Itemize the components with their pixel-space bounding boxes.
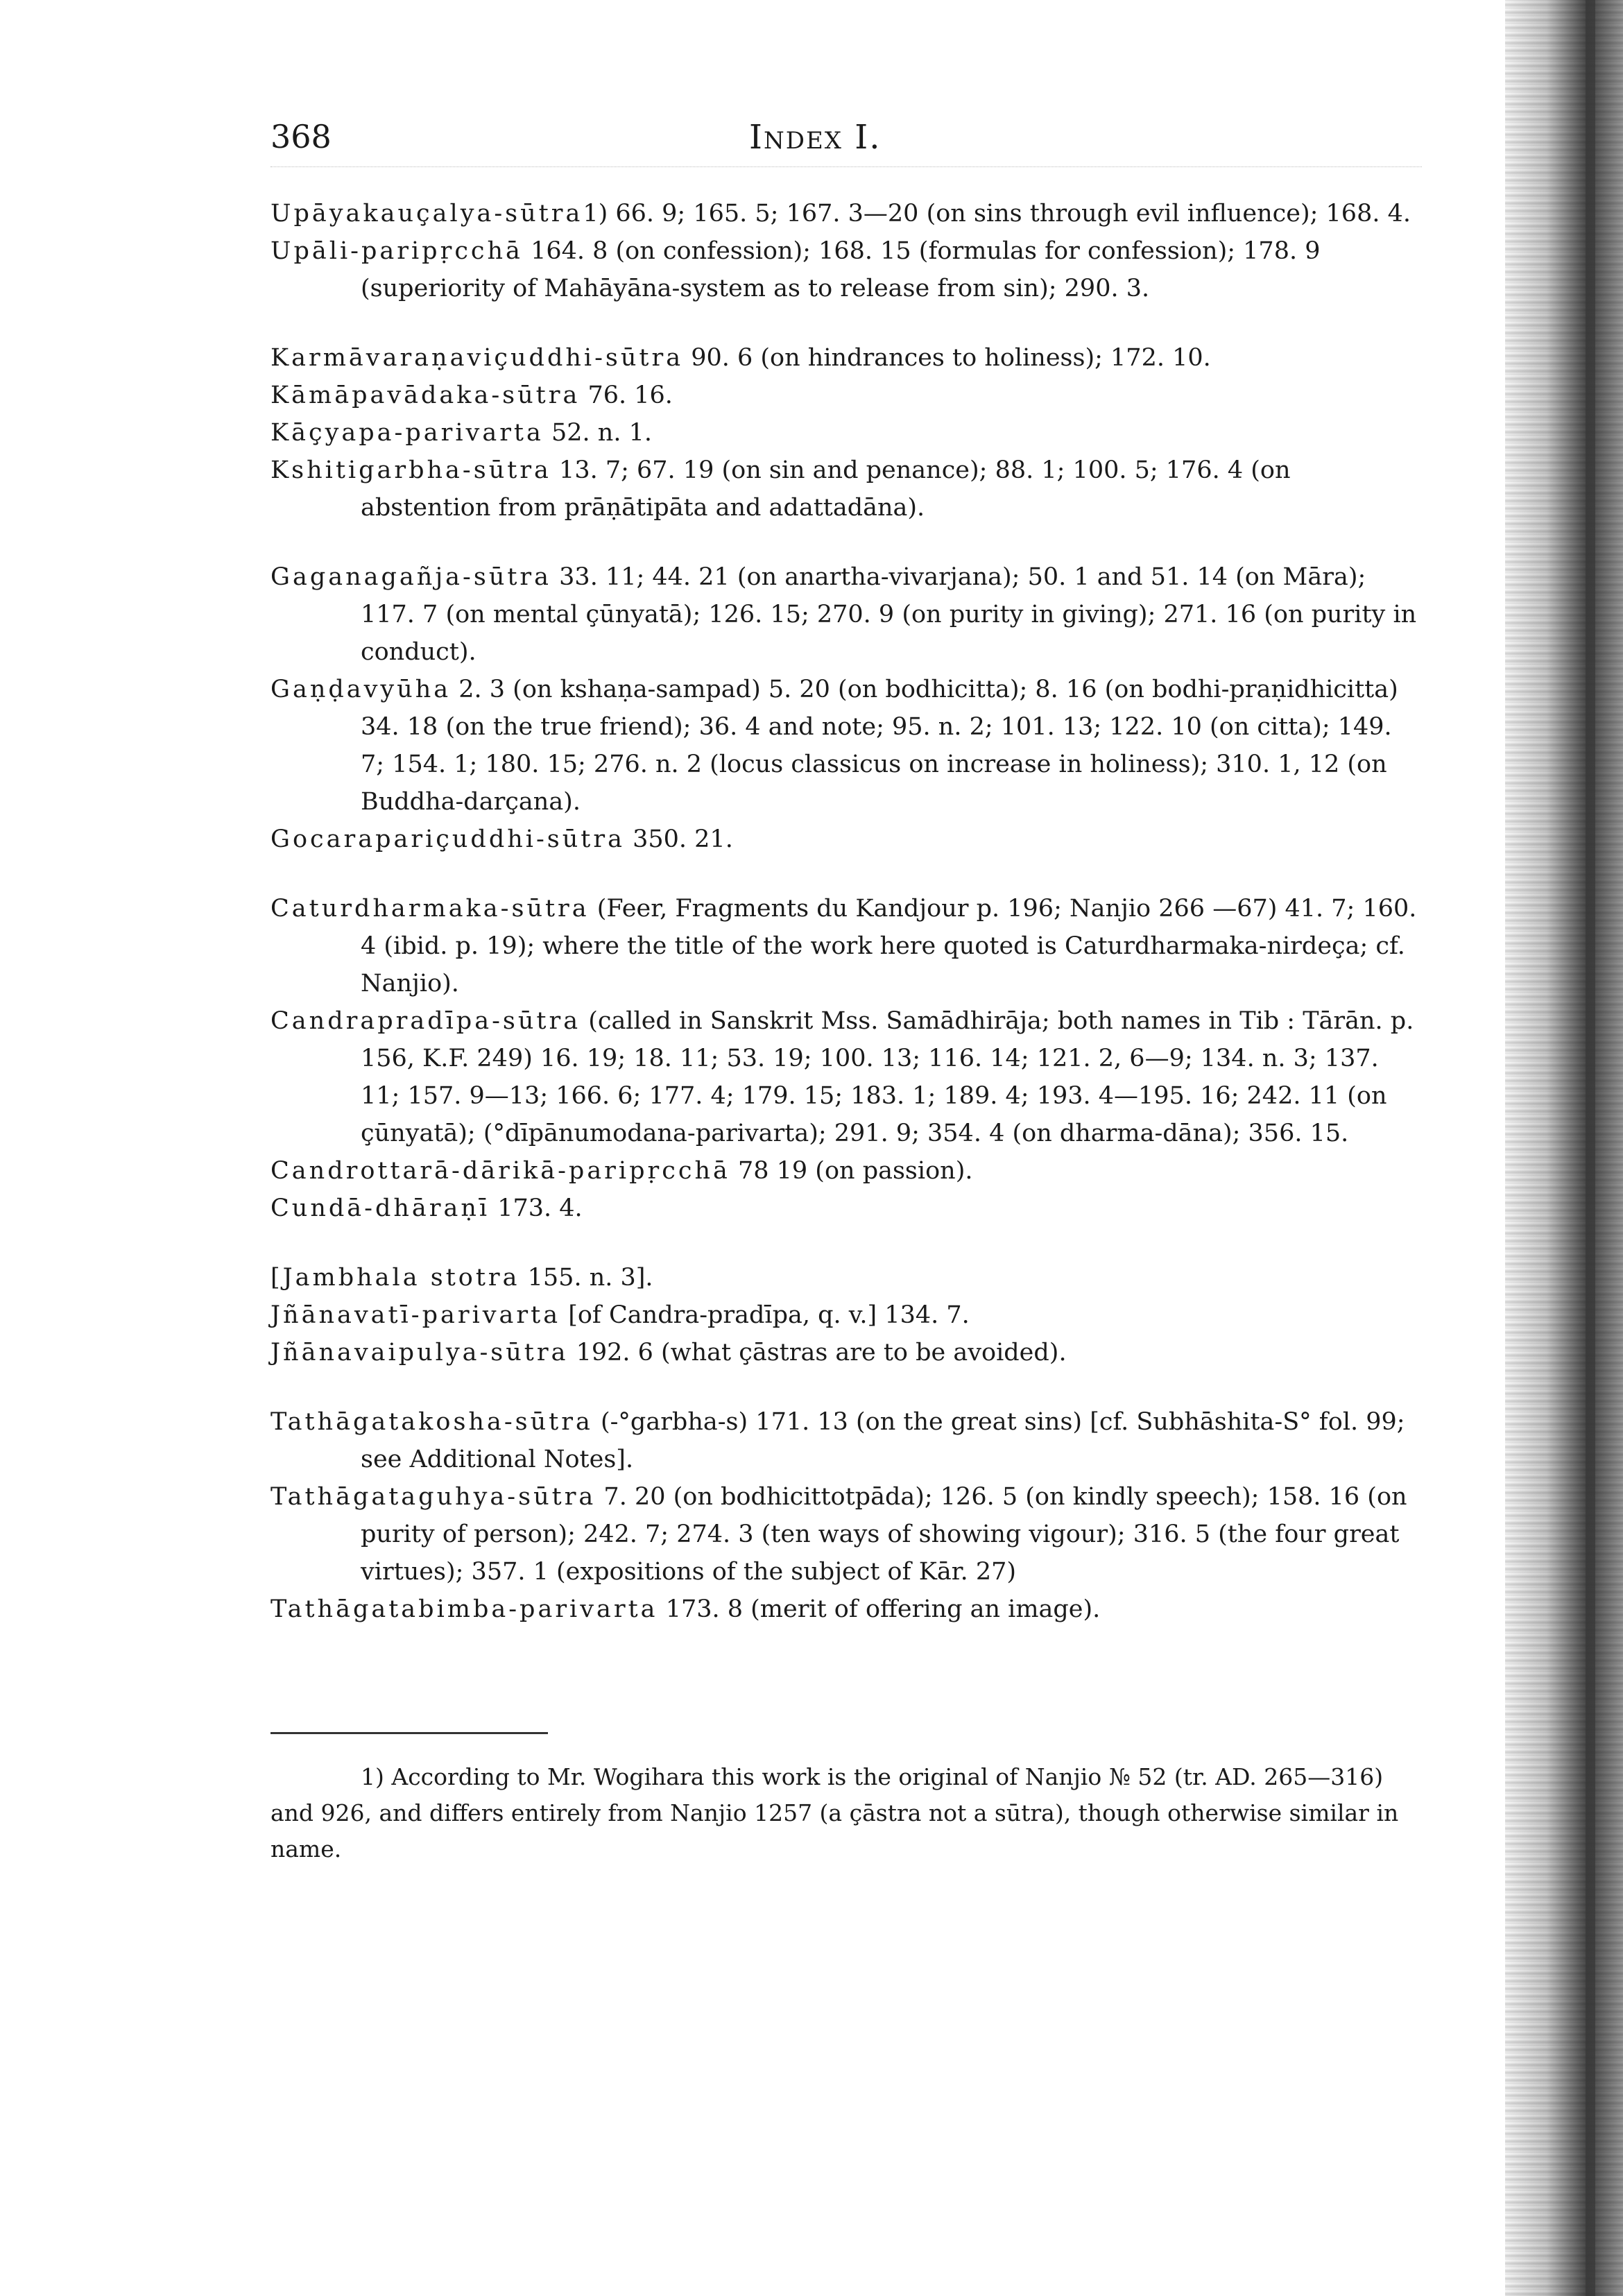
entry-title: Upāli-paripṛcchā [270, 237, 523, 265]
index-entry [270, 821, 1422, 858]
entry-title: Tathāgatabimba-parivarta [270, 1595, 658, 1623]
page-number: 368 [270, 118, 332, 155]
index-entry [270, 1190, 1422, 1227]
index-group-t [270, 1403, 1422, 1628]
index-entry [270, 890, 1422, 1002]
index-entry [270, 232, 1422, 307]
entry-text: (Feer, Fragments du Kandjour p. 196; Nanjio 266 —67) 41. 7; 160. 4 (ibid. p. 19); where the title of the work here quoted is Caturdharmaka-nirdeça; cf. Nanjio). [361, 895, 1417, 997]
entry-text: (-°garbha-s) 171. 13 (on the great sins) [cf. Subhāshita-S° fol. 99; see Additional Notes]. [361, 1408, 1405, 1473]
index-entry [270, 1334, 1422, 1371]
index-entry [270, 339, 1422, 377]
entry-title: Kāmāpavādaka-sūtra [270, 382, 581, 409]
entry-title: Jñānavatī-parivarta [270, 1301, 561, 1329]
entry-text: 173. 4. [490, 1194, 583, 1222]
index-entry [270, 1296, 1422, 1334]
index-group-g [270, 558, 1422, 858]
entry-text: 164. 8 (on confession); 168. 15 (formulas for confession); 178. 9 (superiority of Mahāyāna-system as to release from sin); 290. 3. [361, 237, 1321, 302]
index-group-u [270, 195, 1422, 307]
entry-text: 155. n. 3]. [519, 1264, 653, 1292]
entry-text: 350. 21. [624, 825, 733, 853]
index-entry [270, 1259, 1422, 1296]
entry-text: 52. n. 1. [543, 419, 652, 447]
index-entry [270, 377, 1422, 414]
entry-text: 78 19 (on passion). [730, 1157, 973, 1185]
entry-title: Tathāgataguhya-sūtra [270, 1483, 596, 1511]
entry-text: 7. 20 (on bodhicittotpāda); 126. 5 (on kindly speech); 158. 16 (on purity of person); 242. 7; 274. 3 (ten ways of showing vigour); 316. 5 (the four great virtues); 357. 1 (expositions of the subject of Kār. 27) [361, 1483, 1407, 1586]
footnote-divider [270, 1732, 548, 1734]
index-entry [270, 558, 1422, 671]
entry-title: Caturdharmaka-sūtra [270, 895, 590, 923]
index-entry [270, 1478, 1422, 1591]
entry-title: Gaganagañja-sūtra [270, 563, 552, 591]
entry-title: Jñānavaipulya-sūtra [270, 1339, 569, 1367]
index-entry [270, 414, 1422, 452]
footnote: 1) According to Mr. Wogihara this work is the original of Nanjio № 52 (tr. AD. 265—316) and 926, and differs entirely from Nanjio 1257 (a çāstra not a sūtra), though otherwise similar in name. [270, 1763, 1399, 1862]
entry-title: Candrottarā-dārikā-paripṛcchā [270, 1157, 730, 1185]
entry-title: Kāçyapa-parivarta [270, 419, 544, 447]
entry-text: 76. 16. [580, 382, 673, 409]
running-title: Index I. [749, 118, 882, 157]
entry-text: 2. 3 (on kshaṇa-sampad) 5. 20 (on bodhicitta); 8. 16 (on bodhi-praṇidhicitta) 34. 18 (on the true friend); 36. 4 and note; 95. n. 2; 101. 13; 122. 10 (on citta); 149. 7; 154. 1; 180. 15; 276. n. 2 (locus classicus on increase in holiness); 310. 1, 12 (on Buddha-darçana). [361, 676, 1398, 816]
entry-title: Upāyakauçalya-sūtra [270, 200, 583, 228]
entry-text: 90. 6 (on hindrances to holiness); 172. 10. [683, 344, 1211, 372]
entry-title: Gocarapariçuddhi-sūtra [270, 825, 625, 853]
entry-text: (called in Sanskrit Mss. Samādhirāja; both names in Tib : Tārān. p. 156, K.F. 249) 16. 19; 18. 11; 53. 19; 100. 13; 116. 14; 121. 2, 6—9; 134. n. 3; 137. 11; 157. 9—13; 166. 6; 177. 4; 179. 15; 183. 1; 189. 4; 193. 4—195. 16; 242. 11 (on çūnyatā); (°dīpānumodana-parivarta); 291. 9; 354. 4 (on dharma-dāna); 356. 15. [361, 1007, 1414, 1147]
index-entry [270, 195, 1422, 232]
document-page [270, 118, 1422, 1890]
index-group-k [270, 339, 1422, 526]
entry-title: [Jambhala stotra [270, 1264, 520, 1292]
index-entry [270, 452, 1422, 526]
index-group-j [270, 1259, 1422, 1371]
scan-binding-edge [1586, 0, 1595, 2296]
index-entry [270, 1002, 1422, 1152]
entry-text: 1) 66. 9; 165. 5; 167. 3—20 (on sins through evil influence); 168. 4. [583, 200, 1411, 228]
entry-text: 192. 6 (what çāstras are to be avoided). [568, 1339, 1067, 1367]
entry-title: Cundā-dhāraṇī [270, 1194, 490, 1222]
entry-title: Kshitigarbha-sūtra [270, 456, 551, 484]
index-entry [270, 1403, 1422, 1478]
index-entry [270, 671, 1422, 821]
page-header [270, 118, 1422, 167]
entry-text: 13. 7; 67. 19 (on sin and penance); 88. 1; 100. 5; 176. 4 (on abstention from prāṇātipāta and adattadāna). [361, 456, 1291, 522]
index-entries [270, 195, 1422, 1628]
entry-text: [of Candra-pradīpa, q. v.] 134. 7. [560, 1301, 970, 1329]
index-entry [270, 1591, 1422, 1628]
index-group-c [270, 890, 1422, 1227]
index-entry [270, 1152, 1422, 1190]
entry-text: 33. 11; 44. 21 (on anartha-vivarjana); 50. 1 and 51. 14 (on Māra); 117. 7 (on mental çūnyatā); 126. 15; 270. 9 (on purity in giving); 271. 16 (on purity in conduct). [361, 563, 1417, 666]
entry-title: Tathāgatakosha-sūtra [270, 1408, 593, 1436]
entry-title: Karmāvaraṇaviçuddhi-sūtra [270, 344, 684, 372]
entry-title: Gaṇḍavyūha [270, 676, 452, 703]
entry-title: Candrapradīpa-sūtra [270, 1007, 581, 1035]
entry-text: 173. 8 (merit of offering an image). [658, 1595, 1101, 1623]
scan-gutter-shadow [1505, 0, 1623, 2296]
